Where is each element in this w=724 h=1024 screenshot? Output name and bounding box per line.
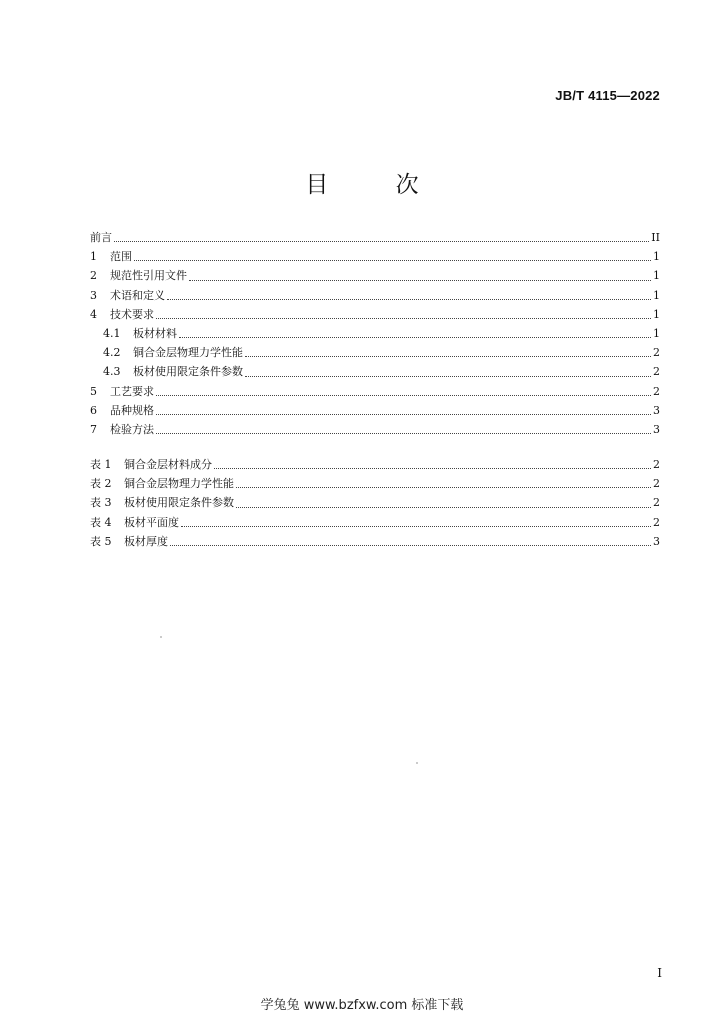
table-list-page: 2 [653,496,660,510]
toc-entry-label: 规范性引用文件 [110,269,187,283]
toc-entry-page: II [651,231,660,244]
toc-entry-label: 范围 [110,250,132,264]
watermark: 学兔兔 www.bzfxw.com 标准下载 [260,998,464,1013]
table-list-label: 铜合金层材料成分 [124,458,212,471]
toc-entry-number: 4.3 [103,365,121,379]
toc-entry-page: 1 [653,269,660,283]
dot-leader [214,467,651,469]
table-list-number: 表 4 [90,515,112,529]
table-list-page: 3 [653,534,660,548]
table-list-number: 表 5 [90,534,112,548]
toc-entry-label: 术语和定义 [110,288,165,302]
toc-entry-number: 1 [90,250,97,264]
toc-entry-label: 技术要求 [110,307,154,321]
dot-leader [245,355,651,357]
table-of-contents [90,228,660,439]
dot-leader [156,394,651,396]
dot-leader [156,413,651,415]
toc-entry[interactable] [90,266,660,285]
toc-entry-label: 品种规格 [110,403,154,417]
table-list-number: 表 2 [90,477,112,491]
table-list-page: 2 [653,477,660,491]
table-list-entry[interactable] [90,532,660,551]
dot-leader [245,375,651,377]
toc-entry[interactable] [90,401,660,420]
dot-leader [156,317,651,319]
toc-entry-page: 1 [653,288,660,302]
table-list-entry[interactable] [90,455,660,474]
dot-leader [236,506,651,508]
toc-entry-page: 3 [653,422,660,436]
toc-entry-label: 板材使用限定条件参数 [133,365,243,379]
table-list-number: 表 1 [90,458,112,471]
dot-leader [236,486,651,488]
toc-entry-number: 6 [90,403,97,417]
toc-entry-number: 7 [90,422,97,436]
dot-leader [181,525,651,527]
dot-leader [134,259,651,261]
dot-leader [156,432,651,434]
table-list-entry[interactable] [90,513,660,532]
toc-entry[interactable] [90,324,660,343]
toc-entry[interactable] [90,286,660,305]
toc-entry[interactable] [90,420,660,439]
toc-entry-page: 1 [653,250,660,264]
toc-entry-label: 检验方法 [110,422,154,436]
table-list-label: 板材厚度 [124,534,168,548]
toc-entry-page: 2 [653,346,660,360]
table-list-label: 铜合金层物理力学性能 [124,477,234,491]
page-title: 目 次 [305,172,449,198]
table-list-entry[interactable] [90,493,660,512]
table-list-entry[interactable] [90,474,660,493]
toc-entry[interactable] [90,305,660,324]
toc-entry[interactable] [90,247,660,266]
toc-entry-page: 2 [653,365,660,379]
scan-speck [416,762,418,764]
toc-entry[interactable] [90,362,660,381]
toc-entry-page: 1 [653,326,660,340]
toc-entry-number: 4.2 [103,346,121,360]
toc-entry[interactable] [90,343,660,362]
toc-entry-page: 1 [653,307,660,321]
toc-entry-number: 5 [90,384,97,398]
table-list-number: 表 3 [90,496,112,510]
standard-code: JB/T 4115—2022 [555,88,660,103]
page-number: I [657,966,662,980]
toc-entry[interactable] [90,228,660,247]
table-list-page: 2 [653,458,660,471]
dot-leader [179,336,651,338]
table-list-label: 板材使用限定条件参数 [124,496,234,510]
toc-entry-number: 2 [90,269,97,283]
toc-entry-label: 板材材料 [133,326,177,340]
toc-entry[interactable] [90,382,660,401]
toc-entry-page: 2 [653,384,660,398]
dot-leader [114,240,649,242]
toc-entry-label: 前言 [90,231,112,244]
dot-leader [189,279,651,281]
dot-leader [170,544,651,546]
dot-leader [167,298,651,300]
toc-entry-number: 4.1 [103,326,121,340]
toc-entry-page: 3 [653,403,660,417]
table-list-page: 2 [653,515,660,529]
table-list-label: 板材平面度 [124,515,179,529]
scan-speck [160,636,162,638]
toc-entry-number: 3 [90,288,97,302]
list-of-tables [90,455,660,551]
toc-entry-number: 4 [90,307,97,321]
toc-entry-label: 工艺要求 [110,384,154,398]
toc-entry-label: 铜合金层物理力学性能 [133,346,243,360]
